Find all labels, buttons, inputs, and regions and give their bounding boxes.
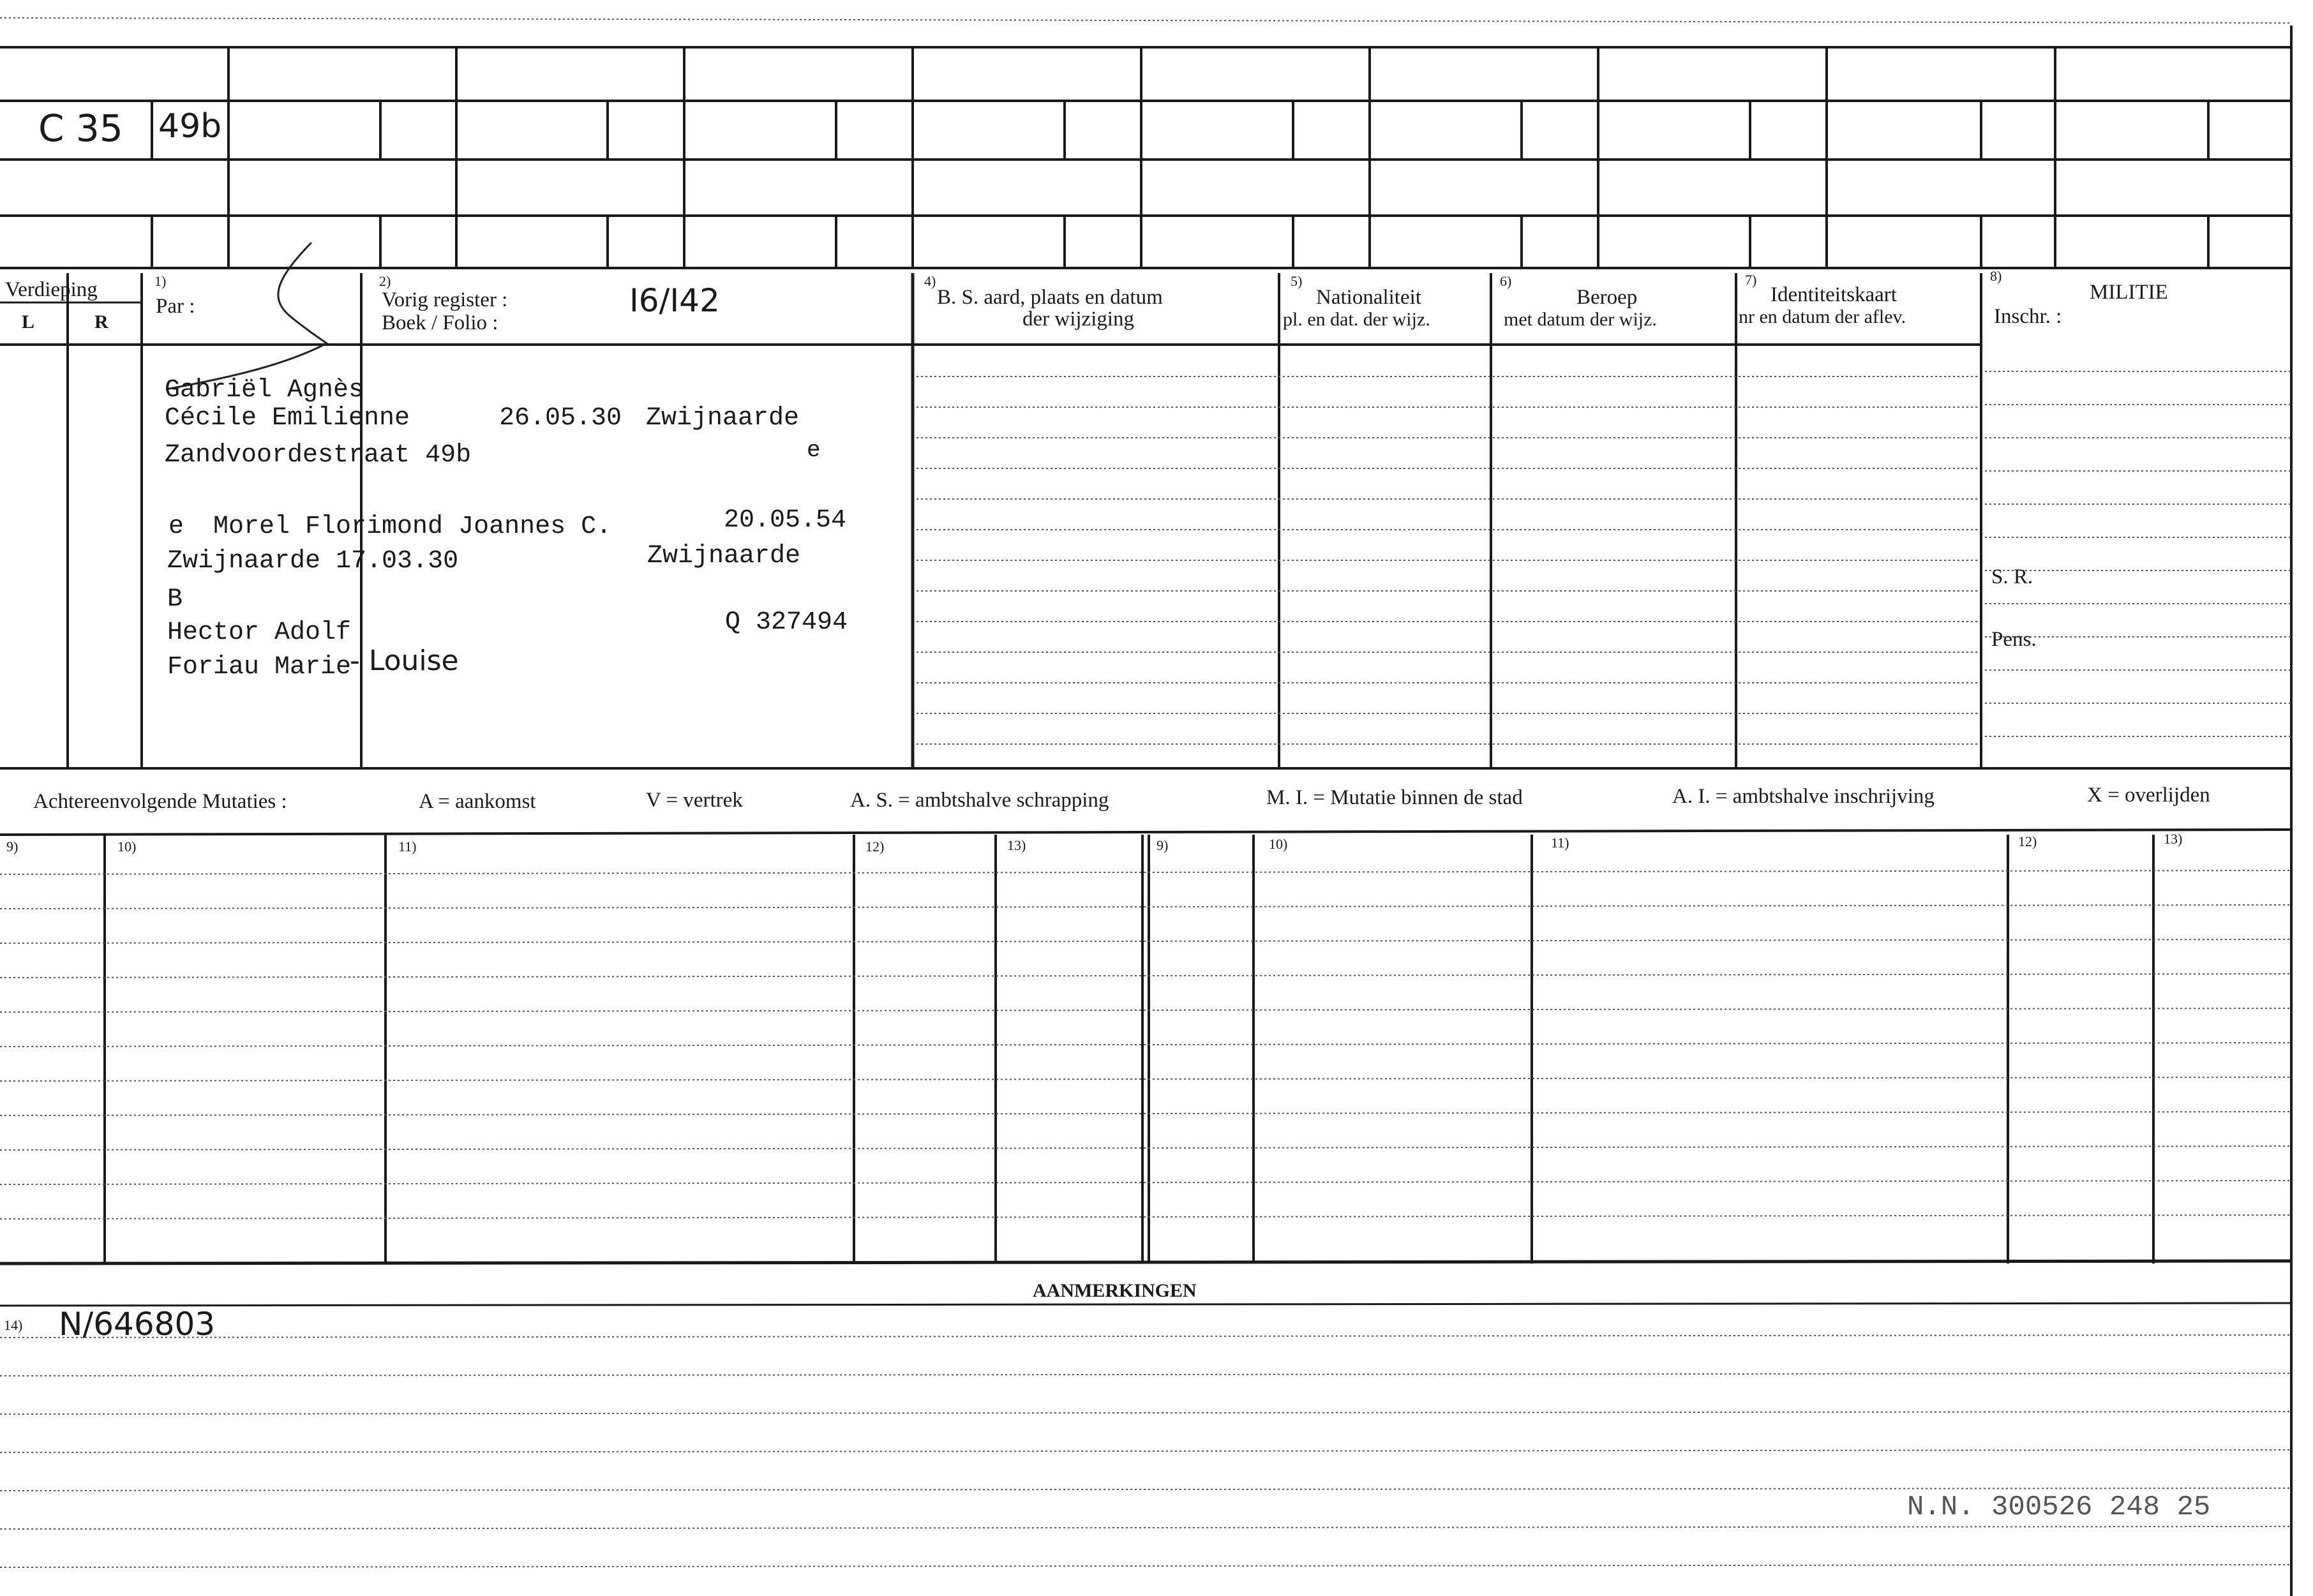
mut-left-col-11: 11) bbox=[398, 839, 417, 854]
mutation-dotted-row bbox=[0, 1181, 2291, 1184]
person-birth-date: 26.05.30 bbox=[499, 404, 622, 433]
mut-right-col-13: 13) bbox=[2164, 831, 2183, 847]
field-number-2: 2) bbox=[379, 273, 391, 289]
mut-right-col-12: 12) bbox=[2018, 833, 2037, 849]
nationaliteit-line2: pl. en dat. der wijz. bbox=[1283, 309, 1430, 330]
remark-dotted-row bbox=[0, 1565, 2291, 1567]
remark-dotted-row bbox=[0, 1373, 2291, 1376]
mutation-dotted-row bbox=[0, 974, 2291, 978]
beroep-line2: met datum der wijz. bbox=[1504, 309, 1657, 330]
legend-ambtshalve-inschrijving: A. I. = ambtshalve inschrijving bbox=[1672, 785, 1935, 808]
mutation-dotted-row bbox=[0, 870, 2291, 874]
spouse-prefix: e bbox=[168, 512, 184, 541]
mut-right-col-9: 9) bbox=[1156, 837, 1169, 853]
identiteitskaart-line1: Identiteitskaart bbox=[1770, 283, 1897, 306]
mut-left-col-13: 13) bbox=[1007, 837, 1026, 853]
par-handwritten-mark bbox=[147, 242, 338, 396]
person-name: Cécile Emilienne bbox=[165, 404, 410, 433]
mutation-dotted-row bbox=[0, 1112, 2291, 1115]
mut-right-col-10: 10) bbox=[1269, 836, 1288, 852]
spouse-name: Morel Florimond Joannes C. bbox=[213, 512, 612, 541]
marriage-date: 20.05.54 bbox=[724, 506, 847, 535]
remark-dotted-row bbox=[0, 1335, 2291, 1338]
floor-l-label: L bbox=[22, 311, 35, 332]
mutation-dotted-row bbox=[0, 905, 2291, 909]
nationaliteit-line1: Nationaliteit bbox=[1316, 286, 1421, 309]
field-number-7: 7) bbox=[1745, 272, 1757, 288]
remark-dotted-row bbox=[0, 1526, 2291, 1529]
mutation-dotted-row bbox=[0, 1077, 2291, 1081]
mutations-title: Achtereenvolgende Mutaties : bbox=[33, 790, 287, 813]
remark-dotted-row bbox=[0, 1488, 2291, 1491]
b-mark: B bbox=[167, 585, 183, 614]
pens-label: Pens. bbox=[1991, 628, 2037, 651]
boek-folio-label: Boek / Folio : bbox=[382, 311, 498, 334]
person-birth-place: Zwijnaarde bbox=[646, 404, 800, 433]
remark-dotted-row bbox=[0, 1450, 2291, 1452]
page-top-edge bbox=[0, 18, 2291, 23]
sr-label: S. R. bbox=[1991, 565, 2033, 588]
house-number: 49b bbox=[158, 107, 222, 145]
legend-vertrek: V = vertrek bbox=[646, 789, 743, 812]
mutations-bottom bbox=[0, 1261, 2291, 1264]
person-line1: Gabriël Agnès bbox=[165, 376, 364, 405]
mutation-dotted-row bbox=[0, 1043, 2291, 1047]
mutation-dotted-row bbox=[0, 1008, 2291, 1012]
mut-left-col-12: 12) bbox=[865, 839, 885, 854]
legend-ambtshalve-schrapping: A. S. = ambtshalve schrapping bbox=[850, 789, 1109, 812]
legend-overlijden: X = overlijden bbox=[2087, 784, 2210, 807]
mutation-dotted-row bbox=[0, 1146, 2291, 1150]
mutation-dotted-row bbox=[0, 939, 2291, 943]
remark-dotted-row bbox=[0, 1412, 2291, 1414]
field-number-5: 5) bbox=[1291, 273, 1303, 289]
remark-number: N/646803 bbox=[59, 1306, 216, 1343]
legend-aankomst: A = aankomst bbox=[419, 790, 536, 813]
legend-mutatie-binnen-stad: M. I. = Mutatie binnen de stad bbox=[1266, 786, 1523, 809]
marriage-place: Zwijnaarde bbox=[647, 542, 801, 571]
field-number-8: 8) bbox=[1990, 268, 2002, 284]
person-address: Zandvoordestraat 49b bbox=[165, 441, 472, 470]
field-number-14: 14) bbox=[4, 1317, 23, 1333]
field-number-1: 1) bbox=[154, 273, 167, 289]
father-name: Hector Adolf bbox=[167, 618, 352, 647]
aanmerkingen-title: AANMERKINGEN bbox=[1033, 1280, 1197, 1301]
identiteitskaart-line2: nr en datum der aflev. bbox=[1739, 306, 1906, 327]
militie-label: MILITIE bbox=[2090, 281, 2168, 304]
inschr-label: Inschr. : bbox=[1994, 305, 2062, 328]
mut-left-col-10: 10) bbox=[117, 839, 137, 854]
mother-name-handwritten: - Louise bbox=[350, 645, 459, 677]
vorig-register-label: Vorig register : bbox=[382, 288, 508, 311]
field-number-6: 6) bbox=[1500, 273, 1512, 289]
par-label: Par : bbox=[156, 295, 195, 318]
mutations-header-bottom bbox=[0, 830, 2291, 835]
verdieping-label: Verdieping bbox=[5, 278, 98, 301]
mother-name-typed: Foriau Marie bbox=[167, 653, 352, 682]
beroep-line1: Beroep bbox=[1576, 286, 1638, 309]
aanmerkingen-header-rule bbox=[0, 1303, 2291, 1306]
mut-right-col-11: 11) bbox=[1551, 835, 1569, 851]
field-number-4: 4) bbox=[924, 273, 936, 289]
floor-r-label: R bbox=[94, 311, 109, 332]
register-value: I6/I42 bbox=[629, 282, 720, 319]
bs-header-line2: der wijziging bbox=[1022, 308, 1135, 331]
mut-left-col-9: 9) bbox=[6, 839, 19, 854]
registration-number: Q 327494 bbox=[725, 608, 848, 637]
bs-header-line1: B. S. aard, plaats en datum bbox=[937, 286, 1163, 309]
block-code: C 35 bbox=[38, 107, 123, 150]
footer-nn-number: N.N. 300526 248 25 bbox=[1907, 1491, 2211, 1523]
e-mark: e bbox=[807, 437, 821, 463]
mutation-dotted-row bbox=[0, 1215, 2291, 1219]
spouse-birth: Zwijnaarde 17.03.30 bbox=[167, 547, 459, 576]
